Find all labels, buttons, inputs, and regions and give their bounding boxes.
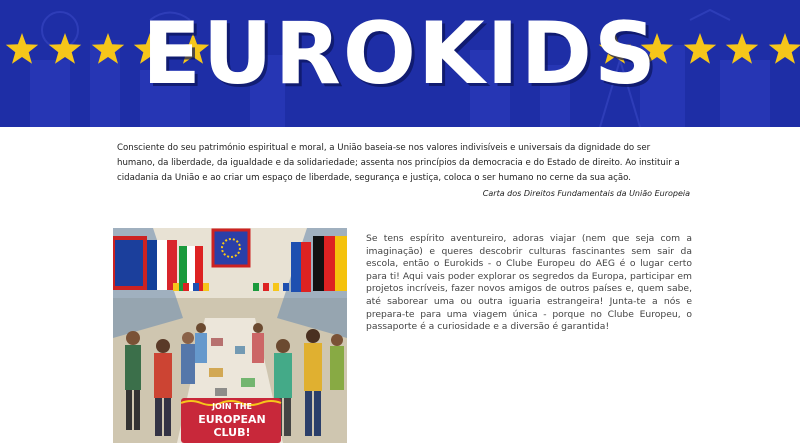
club-illustration	[113, 228, 347, 443]
sign-line-2: EUROPEAN	[198, 413, 266, 426]
sign-line-1: JOIN THE	[212, 402, 252, 411]
site-title: EUROKIDS	[142, 4, 658, 104]
club-intro-text: Se tens espírito aventureiro, adoras viajar (nem que seja com a imaginação) e queres descobrir culturas fascinantes sem sair da escola, então o Eurokids - o Clube Europeu do AEG é o lugar certo para ti! Aqui vais poder explorar os segredos da Europa, participar em projetos incríveis, fazer novos amigos de outros países e, quem sabe, até saborear uma ou outra iguaria estrangeira! Junta-te a nós e prepara-te para uma viagem única - porque no Clube Europeu, o passaporte é a curiosidade e a diversão é garantida!	[366, 233, 692, 333]
quote-source: Carta dos Direitos Fundamentais da União Europeia	[482, 189, 690, 198]
sign-line-3: CLUB!	[213, 426, 251, 439]
header-banner	[0, 0, 800, 127]
club-photo	[113, 228, 347, 443]
charter-quote: Consciente do seu património espiritual e moral, a União baseia-se nos valores indivisíveis e universais da dignidade do ser humano, da liberdade, da igualdade e da solidariedade; assenta nos princípios da democracia e do Estado de direito. Ao instituir a cidadania da União e ao criar um espaço de liberdade, segurança e justiça, coloca o ser humano no cerne da sua ação.	[117, 143, 680, 183]
club-banner-sign	[186, 400, 278, 440]
